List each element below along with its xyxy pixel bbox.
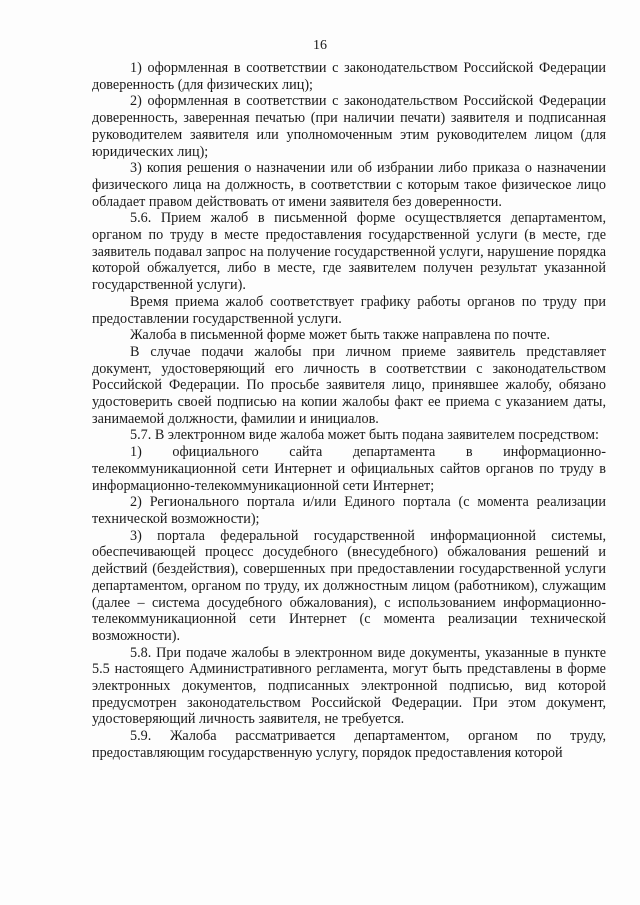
paragraph-9: 1) официального сайта департамента в информационно-телекоммуникационной сети Интернет и официальных сайтов органов по труду в информационно-телекоммуникационной сети Интернет; [92, 444, 606, 494]
paragraph-12: 5.8. При подаче жалобы в электронном виде документы, указанные в пункте 5.5 настоящего Административного регламента, могут быть представлены в форме электронных документов, подписанных электронной подписью, вид которой предусмотрен законодательством Российской Федерации. При этом документ, удостоверяющий личность заявителя, не требуется. [92, 644, 606, 728]
paragraph-11: 3) портала федеральной государственной информационной системы, обеспечивающей процесс досудебного (внесудебного) обжалования решений и действий (бездействия), совершенных при предоставлении государственной услуги департаментом, органом по труду, их должностным лицом (работником), служащим (далее – система досудебного обжалования), с использованием информационно-телекоммуникационной сети Интернет (с момента реализации технической возможности). [92, 527, 606, 644]
paragraph-7: В случае подачи жалобы при личном приеме заявитель представляет документ, удостоверяющий его личность в соответствии с законодательством Российской Федерации. По просьбе заявителя лицо, принявшее жалобу, обязано удостоверить своей подписью на копии жалобы факт ее приема с указанием даты, занимаемой должности, фамилии и инициалов. [92, 343, 606, 427]
body-text [92, 60, 606, 762]
page-number: 16 [313, 38, 327, 53]
paragraph-3: 3) копия решения о назначении или об избрании либо приказа о назначении физического лица на должность, в соответствии с которым такое физическое лицо обладает правом действовать от имени заявителя без доверенности. [92, 160, 606, 210]
paragraph-1: 1) оформленная в соответствии с законодательством Российской Федерации доверенность (для физических лиц); [92, 60, 606, 93]
paragraph-8: 5.7. В электронном виде жалоба может быть подана заявителем посредством: [130, 427, 599, 444]
paragraph-4: 5.6. Прием жалоб в письменной форме осуществляется департаментом, органом по труду в месте предоставления государственной услуги (в месте, где заявитель подавал запрос на получение государственной услуги, нарушение порядка которой обжалуется, либо в месте, где заявителем получен результат указанной государственной услуги). [92, 210, 606, 294]
paragraph-10: 2) Регионального портала и/или Единого портала (с момента реализации технической возможности); [92, 494, 606, 527]
paragraph-6: Жалоба в письменной форме может быть также направлена по почте. [130, 327, 551, 344]
paragraph-13: 5.9. Жалоба рассматривается департаментом, органом по труду, предоставляющим государственную услугу, порядок предоставления которой [92, 728, 606, 761]
paragraph-2: 2) оформленная в соответствии с законодательством Российской Федерации доверенность, заверенная печатью (при наличии печати) заявителя и подписанная руководителем заявителя или уполномоченным этим руководителем лицом (для юридических лиц); [92, 93, 606, 160]
paragraph-5: Время приема жалоб соответствует графику работы органов по труду при предоставлении государственной услуги. [92, 293, 606, 327]
